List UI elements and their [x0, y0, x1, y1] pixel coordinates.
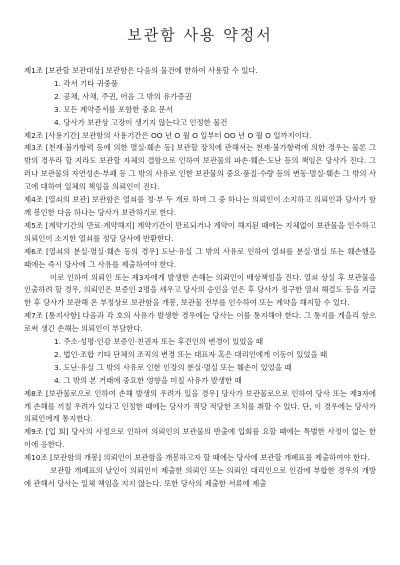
article-paragraph: 제10조 [보관함의 개봉] 의뢰인이 보관함을 개봉하고자 할 때에는 당사에 보관할 개폐표를 제출하여야 한다.	[24, 453, 370, 463]
article-paragraph: 제2조 [사용기간] 보관함의 사용기간은 OO 년 O 월 O 일부터 OO 년 O 월 O 일까지이다.	[24, 130, 312, 140]
article-paragraph: 제9조 [입 회] 당사의 사정으로 인하여 의뢰인의 보관물의 반출에 입회를 요할 때에는 특별한 사정이 없는 한 이에 응한다.	[24, 427, 376, 450]
list-item: 2. 법인·조합 기타 단체의 조직의 변경 또는 대표자 혹은 대리인에게 이동이 있었을 때	[54, 349, 328, 359]
list-item: 3. 모든 계약증서를 포함한 중요 문서	[54, 104, 173, 114]
article-paragraph: 제8조 [보관물로으로 인하여 손해 발생의 우려가 있을 경우] 당사가 보관물로으로 인하여 당사 또는 제3자에게 손해를 끼칠 우려가 있다고 인정한 때에는 당사가 적당 적당한 조치를 취할 수 있다. 단, 이 경우에는 당사가 의뢰인에게 통지한다.	[24, 388, 376, 424]
article-paragraph: 제7조 [통지사항] 다음과 각 호의 사유가 발생한 경우에는 당사는 이를 통지해야 한다. 그 통지를 게을리 함으로써 생긴 손해는 의뢰인이 부담한다.	[24, 311, 376, 334]
list-item: 4. 당사가 보관상 고장이 생기지 않는다고 인정한 물건	[54, 117, 228, 127]
article-paragraph: 제3조 [천재·불가항력 등에 의한 멸실·훼손 등] 보관할 장치에 관해서는 천재·불가항력에 의한 경우는 물론 그 밖의 경우라 할 지라도 보관할 자체의 결함으로 인하여 보관물의 파손·훼손·도난 등의 책임은 당사가 진다. 그러나 보관물의 자연성손·부패 등 그 밖의 사유로 인한 보관물의 중요·품질·수량 등의 변동·멸실·훼손 그 밖의 사고에 대하여 일체의 책임을 의뢰인이 진다.	[24, 143, 376, 192]
document-body	[24, 65, 376, 491]
article-paragraph: 이로 인하여 의뢰인 또는 제3자에게 발생한 손해는 의뢰인이 배상책임을 진다. 열쇠 상실 후 보관물을 인출하려 할 경우, 의뢰인은 보증인 2명을 세우고 당사의 승인을 얻은 후 당사가 정구한 열쇠 해결도 등을 지급한 후 당사가 보관해 온 부정상로 보관함을 개봉, 보관물 전부를 인수하여 또는 계약을 해지할 수 있다.	[24, 272, 376, 308]
article-paragraph: 제1조 [보관할 보관대상] 보관함은 다음의 물건에 한하여 사용할 수 있다.	[24, 66, 258, 75]
list-item: 2. 공채, 사채, 주권, 어음 그 밖의 유가증권	[54, 91, 192, 101]
article-paragraph: 제6조 [열쇠의 분실·멸실·훼손 등의 경우] 도난·유실 그 밖의 사유로 인하여 열쇠를 분실·멸실 또는 훼손했을 때에는 즉시 당사에 그 사유를 제출하여야 한다.	[24, 246, 376, 269]
list-item: 4. 그 밖의 본 거래에 중요한 영향을 미칠 사유가 발생한 때	[54, 375, 242, 385]
article-paragraph: 제5조 [계약기간의 만료·계약해지] 계약기간이 만료되거나 계약이 해지된 때에는 지체없이 보관물을 인수하고 의뢰인이 소지한 열쇠를 정당 당사에 반환한다.	[24, 220, 376, 243]
document-title: 보관함 사용 약정서	[127, 26, 273, 44]
article-paragraph: 보관할 개폐표의 날인이 의뢰인이 제출한 의뢰인 또는 의뢰인 대리인으로 인감에 부합한 경우의 개방에 관해서 당사는 일체 책임을 지지 않는다. 또한 당사의 제출한 서류에 제출	[24, 466, 376, 488]
list-item: 1. 각서 기타 귀중품	[54, 78, 119, 88]
article-paragraph: 제4조 [열쇠의 보관] 보관함은 열쇠를 정·부 두 개로 하며 그 중 하나는 의뢰인이 소지하고 의뢰인과 당사가 함께 봉인한 다음 하나는 당사가 보관하기로 한다.	[24, 195, 376, 217]
list-item: 3. 도난·유실 그 밖의 사유로 인한 인장의 분실·멸실 또는 훼손이 있었을 때	[54, 362, 292, 372]
list-item: 1. 주소·성명·인감 보증인·친권자 또는 후견인의 변경이 있었을 때	[54, 337, 264, 347]
